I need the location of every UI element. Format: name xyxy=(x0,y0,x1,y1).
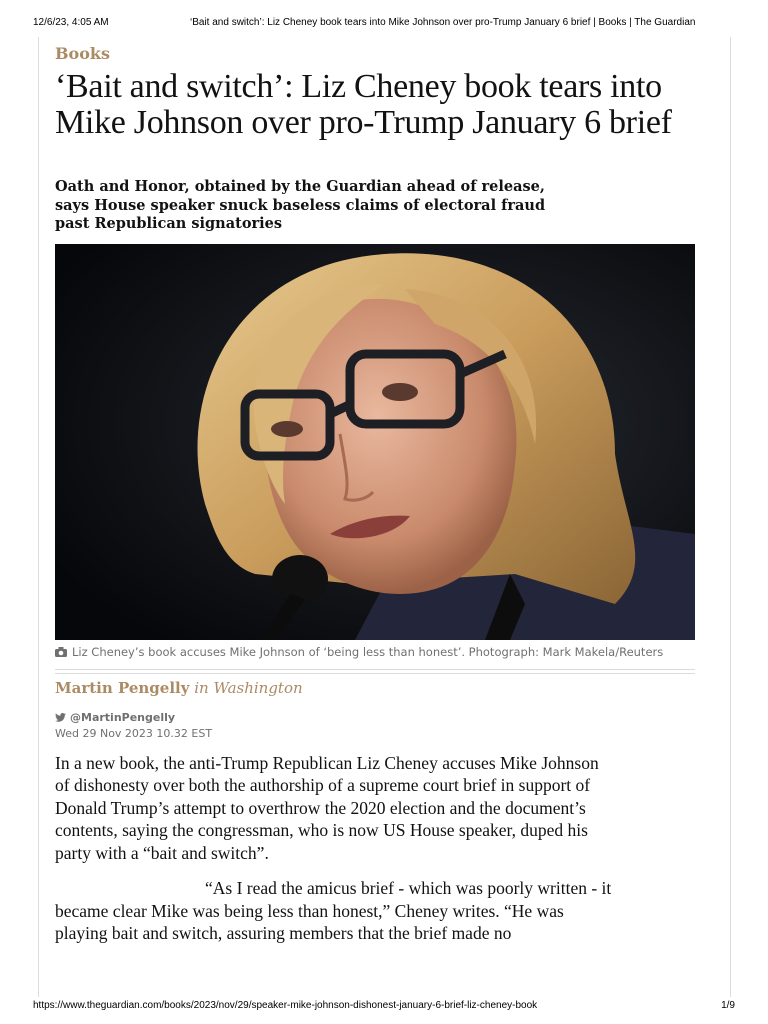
print-header xyxy=(0,0,768,40)
caption-text: Liz Cheney’s book accuses Mike Johnson of ‘being less than honest’. Photograph: Mark Makela/Reuters xyxy=(72,644,664,659)
byline xyxy=(55,679,695,697)
byline-divider xyxy=(55,669,695,674)
author-location: in Washington xyxy=(194,678,303,697)
article xyxy=(55,40,695,945)
article-body xyxy=(55,752,695,945)
print-page-title: ‘Bait and switch’: Liz Cheney book tears into Mike Johnson over pro-Trump January 6 brief | Books | The Guardian xyxy=(190,17,696,28)
twitter-handle-link[interactable] xyxy=(55,711,695,724)
print-page-number: 1/9 xyxy=(721,1000,735,1011)
print-url: https://www.theguardian.com/books/2023/nov/29/speaker-mike-johnson-dishonest-january-6-brief-liz-cheney-book xyxy=(33,1000,538,1011)
portrait-illustration xyxy=(55,244,695,640)
photo-caption xyxy=(55,645,695,659)
author-name-link[interactable]: Martin Pengelly xyxy=(55,678,190,697)
publish-date: Wed 29 Nov 2023 10.32 EST xyxy=(55,726,213,740)
right-margin-rule xyxy=(730,37,731,997)
paragraph-2: “As I read the amicus brief - which was poorly written - it became clear Mike was being less than honest,” Cheney writes. “He was playing bait and switch, assuring members that the brief made no xyxy=(55,878,612,943)
print-date: 12/6/23, 4:05 AM xyxy=(33,17,109,28)
twitter-icon xyxy=(55,713,66,722)
headline: ‘Bait and switch’: Liz Cheney book tears into Mike Johnson over pro-Trump January 6 brief xyxy=(55,68,672,141)
camera-icon xyxy=(55,647,67,657)
paragraph-1: In a new book, the anti-Trump Republican Liz Cheney accuses Mike Johnson of dishonesty over both the authorship of a supreme court brief in support of Donald Trump’s attempt to overthrow the 2020 election and the document’s contents, saying the congressman, who is now US House speaker, duped his party with a “bait and switch”. xyxy=(55,752,599,863)
standfirst: Oath and Honor, obtained by the Guardian ahead of release, says House speaker snuck baseless claims of electoral fraud past Republican signatories xyxy=(55,178,546,232)
left-margin-rule xyxy=(38,37,39,997)
main-photo xyxy=(55,244,695,640)
twitter-handle: @MartinPengelly xyxy=(70,710,176,724)
section-link-books[interactable]: Books xyxy=(55,44,110,63)
print-footer xyxy=(0,998,768,1024)
